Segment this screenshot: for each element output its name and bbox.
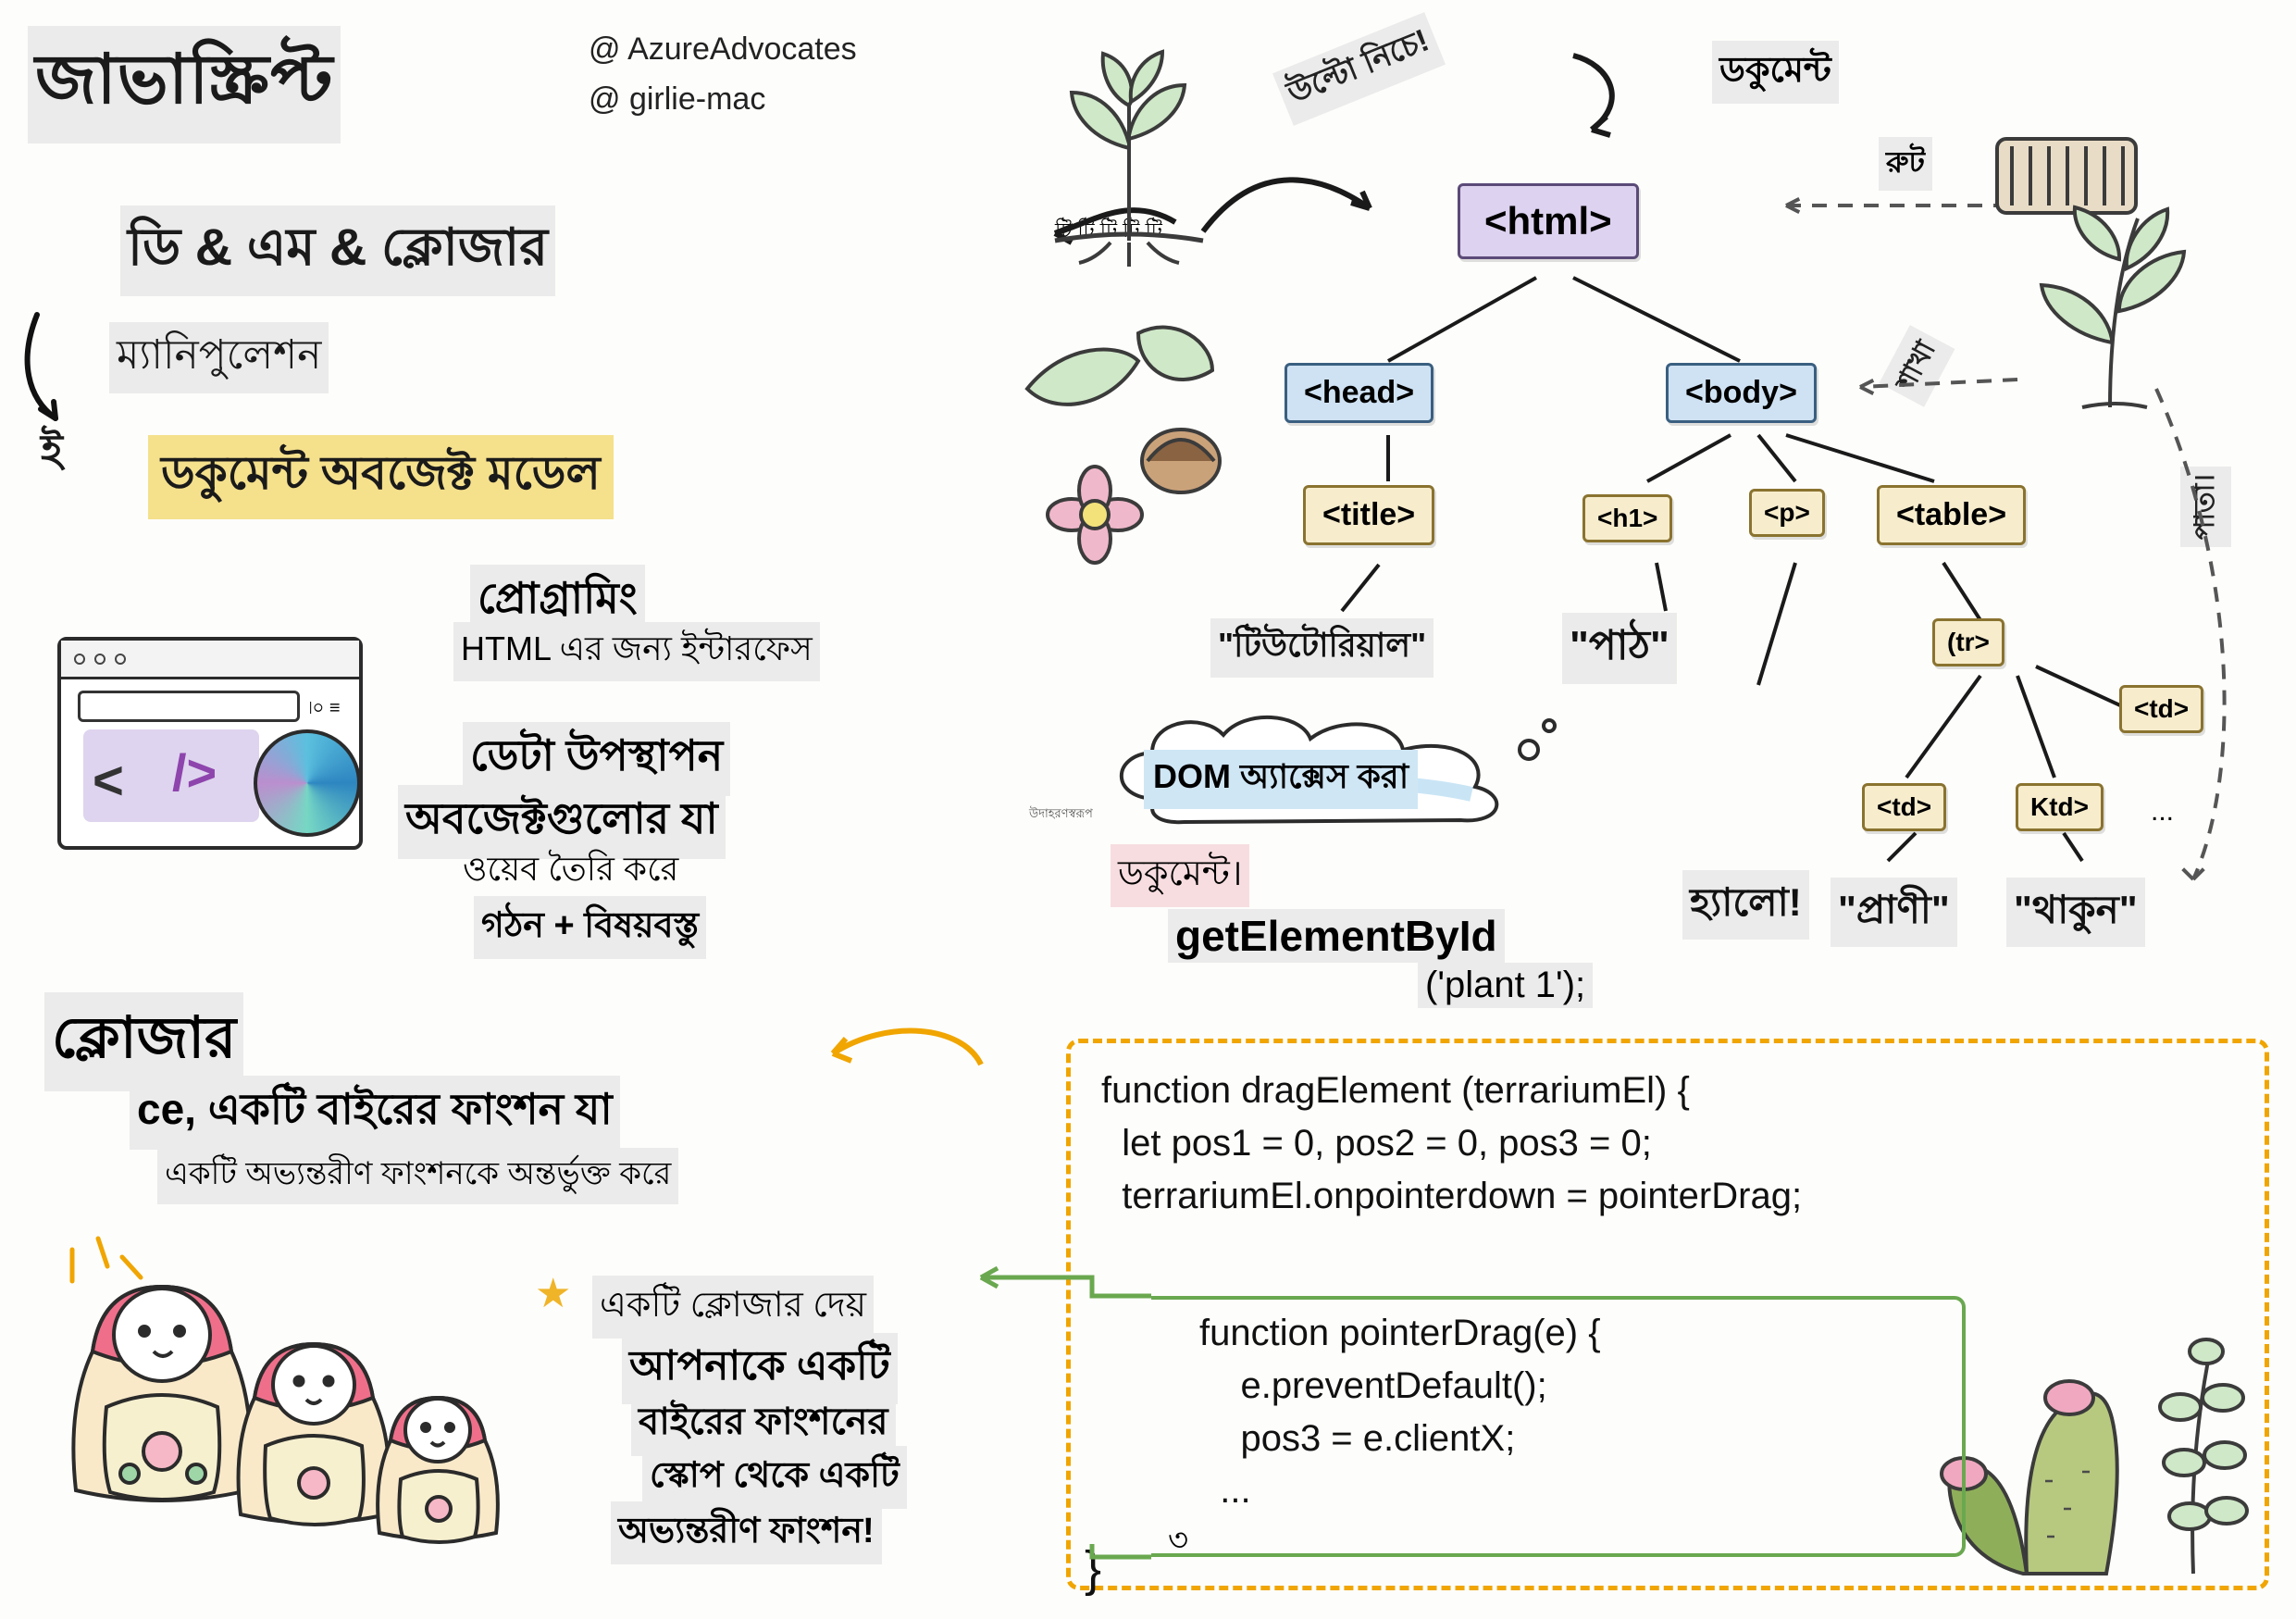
leaf-text-pause-value: "থাকুন" (2006, 878, 2145, 947)
leaf-text-hello-value: হ্যালো! (1682, 870, 1809, 940)
dom-access-cloud-text (1144, 750, 1418, 809)
code-inner-line-2: pos3 = e.clientX; (1199, 1417, 1516, 1459)
matryoshka-dolls-illustration (65, 1231, 546, 1601)
star-icon: ★ (535, 1271, 572, 1316)
branch-label (1880, 325, 1955, 406)
subtitle-dmc-text: ডি & এম & ক্লোজার (120, 205, 555, 296)
code-line-2: terrariumEl.onpointerdown = pointerDrag; (1101, 1175, 1803, 1216)
get-element-by-id-text: getElementById (1168, 909, 1505, 963)
leaf-label (2180, 467, 2231, 547)
node-td-2[interactable]: Ktd> (2016, 783, 2104, 831)
code-slash-icon: /> (172, 743, 217, 802)
document-word (1111, 844, 1249, 907)
window-dot-3 (115, 654, 126, 665)
leaf-text-pause (2006, 878, 2145, 947)
browser-url-bar[interactable] (78, 691, 300, 722)
flip-label (1272, 12, 1446, 126)
closure-line-6 (642, 1446, 907, 1509)
get-element-argument-text: ('plant 1'); (1418, 963, 1593, 1008)
node-ellipsis: ... (2151, 796, 2175, 827)
subtitle-dom-manipulation (120, 205, 555, 296)
note-data-2-text: অবজেক্টগুলোর যা (398, 785, 726, 859)
closure-title-text: ক্লোজার (44, 992, 243, 1091)
note-data-presentation-3: ওয়েব তৈরি করে (463, 850, 679, 888)
code-inner-line-1: e.preventDefault(); (1199, 1364, 1547, 1406)
node-tr[interactable]: (tr> (1932, 618, 2004, 666)
closure-line-5-text: বাইরের ফাংশনের (631, 1390, 896, 1456)
closure-line-1-text: ce, একটি বাইরের ফাংশন যা (130, 1076, 620, 1150)
tiny-note-label: উদাহরণস্বরূপ (1029, 806, 1093, 820)
get-element-by-id-label (1168, 909, 1505, 963)
node-td-3[interactable]: <td> (2119, 685, 2203, 733)
note-interface-text: HTML এর জন্য ইন্টারফেস (453, 622, 820, 681)
code-line-0: function dragElement (terrariumEl) { (1101, 1070, 1690, 1111)
document-label (1712, 41, 1839, 104)
browser-titlebar (61, 641, 359, 679)
root-label (1879, 137, 1932, 191)
node-title[interactable]: <title> (1303, 485, 1434, 545)
handle-user: @ girlie-mac (589, 81, 766, 117)
note-data-1-text: ডেটা উপস্থাপন (463, 722, 730, 796)
code-inner-line-3: ... (1199, 1470, 1251, 1512)
window-dot-2 (94, 654, 105, 665)
browser-menu-label[interactable]: ৷০ ≡ (309, 698, 341, 718)
page-title (28, 26, 341, 143)
closure-line-3 (592, 1276, 874, 1339)
potted-plant-illustration (1971, 130, 2277, 444)
leaf-label-text: পাতা। (2180, 467, 2231, 547)
node-head[interactable]: <head> (1285, 363, 1433, 423)
leaf-text-hello (1682, 870, 1809, 940)
code-outer-lines (1101, 1065, 2258, 1222)
letter-marker: ই (41, 426, 63, 474)
edge-browser-logo-icon (254, 729, 361, 837)
document-word-text: ডকুমেন্ট। (1111, 844, 1249, 907)
note-programming-text: প্রোগ্রামিং (470, 565, 645, 639)
branch-label-text: শাখা (1880, 325, 1955, 406)
dom-access-cloud-label: DOM অ্যাক্সেস করা (1144, 750, 1418, 809)
node-td-1[interactable]: <td> (1862, 783, 1946, 831)
node-body[interactable]: <body> (1666, 363, 1817, 423)
closure-line-4-text: আপনাকে একটি (622, 1333, 898, 1404)
closure-line-2-text: একটি অভ্যন্তরীণ ফাংশনকে অন্তর্ভুক্ত করে (157, 1148, 678, 1204)
closure-line-1 (130, 1076, 620, 1150)
leaf-text-animal (1831, 878, 1957, 947)
flip-label-text: উল্টো নিচে! (1272, 12, 1446, 126)
node-p[interactable]: <p> (1749, 489, 1825, 537)
code-inner-lines (1199, 1307, 1601, 1517)
note-data-4-text: গঠন + বিষয়বস্তু (474, 896, 706, 959)
leaves-and-flower-illustration (999, 305, 1277, 574)
code-line-1: let pos1 = 0, pos2 = 0, pos3 = 0; (1101, 1122, 1652, 1164)
closure-line-3-text: একটি ক্লোজার দেয় (592, 1276, 874, 1339)
node-html[interactable]: <html> (1458, 183, 1639, 259)
code-digit-marker: ৩ (1168, 1523, 1189, 1558)
document-label-text: ডকুমেন্ট (1712, 41, 1839, 104)
dom-badge (148, 435, 614, 519)
closure-line-7-text: অভ্যন্তরীণ ফাংশন! (611, 1501, 882, 1564)
node-h1[interactable]: <h1> (1582, 494, 1672, 542)
note-data-presentation-4 (474, 896, 706, 959)
leaf-text-tutorial (1210, 618, 1433, 678)
leaf-text-lesson-value: "পাঠ" (1562, 613, 1677, 684)
leaf-text-animal-value: "প্রাণী" (1831, 878, 1957, 947)
closure-line-7 (611, 1501, 882, 1564)
closure-line-6-text: স্কোপ থেকে একটি (642, 1446, 907, 1509)
subtitle-manip-text: ম্যানিপুলেশন (109, 322, 329, 393)
plant-seedling-illustration (999, 28, 1259, 268)
closure-line-2 (157, 1148, 678, 1204)
dom-badge-text: ডকুমেন্ট অবজেক্ট মডেল (148, 435, 614, 519)
leaf-text-tutorial-value: "টিউটোরিয়াল" (1210, 618, 1433, 678)
handle-org: @ AzureAdvocates (589, 31, 857, 67)
root-label-text: রুট (1879, 137, 1932, 191)
page-title-text: জাভাস্ক্রিপ্ট (28, 26, 341, 143)
code-inner-line-0: function pointerDrag(e) { (1199, 1313, 1601, 1353)
browser-window-illustration (57, 637, 363, 850)
get-element-argument (1418, 963, 1593, 1008)
node-table[interactable]: <table> (1877, 485, 2026, 545)
leaf-text-lesson (1562, 613, 1677, 684)
window-dot-1 (74, 654, 85, 665)
subtitle-manipulation (109, 322, 329, 393)
note-interface (453, 622, 820, 681)
roots-tiny-label: টি টি টি টি টি (1055, 218, 1162, 242)
code-closing-brace: } (1085, 1541, 1102, 1597)
code-angle-icon: < (93, 751, 124, 811)
